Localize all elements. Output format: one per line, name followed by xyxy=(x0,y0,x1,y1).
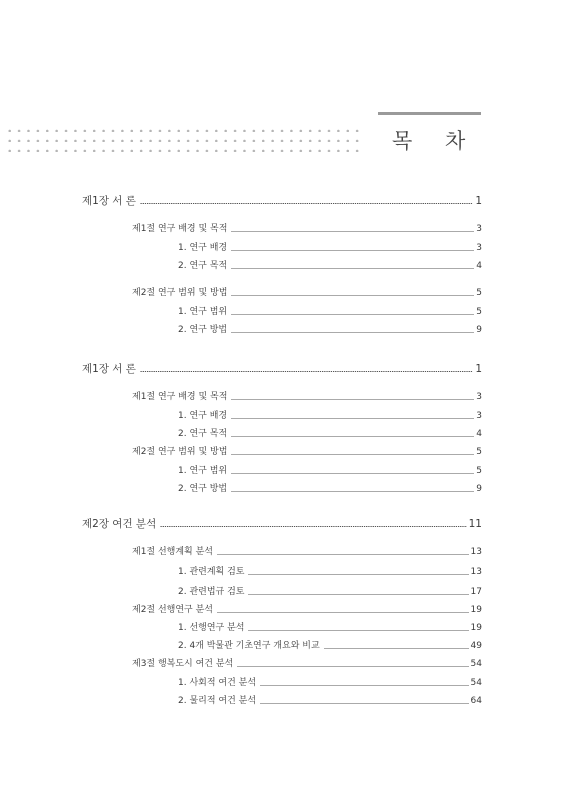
toc-entry-label: 제1장 서 론 xyxy=(82,195,136,207)
toc-subsection-entry[interactable] xyxy=(178,428,482,440)
toc-chapter-entry[interactable] xyxy=(82,362,482,376)
toc-page-number: 13 xyxy=(470,547,482,557)
toc-entry-label: 제1절 선행계획 분석 xyxy=(132,547,214,557)
toc-subsection-entry[interactable] xyxy=(178,465,482,477)
dot-leader xyxy=(231,314,474,315)
toc-page-number: 19 xyxy=(470,623,482,633)
toc-page-number: 4 xyxy=(476,429,482,439)
toc-section-entry[interactable] xyxy=(132,546,482,558)
decorative-dots xyxy=(5,128,365,158)
toc-subsection-entry[interactable] xyxy=(178,586,482,598)
dot-leader xyxy=(237,666,468,667)
toc-page-number: 11 xyxy=(468,518,482,530)
toc-page-number: 54 xyxy=(470,659,482,669)
toc-page-number: 9 xyxy=(476,325,482,335)
dot-leader xyxy=(231,454,474,455)
toc-entry-label: 2. 연구 목적 xyxy=(178,261,228,271)
toc-entry-label: 2. 연구 방법 xyxy=(178,325,228,335)
dot-leader xyxy=(140,203,473,204)
toc-chapter-entry[interactable] xyxy=(82,194,482,208)
page-title xyxy=(378,126,481,160)
dot-leader xyxy=(231,436,474,437)
dot-leader xyxy=(248,574,468,575)
toc-entry-label: 제1절 연구 배경 및 목적 xyxy=(132,392,228,402)
dot-leader xyxy=(248,630,468,631)
toc-entry-label: 2. 연구 목적 xyxy=(178,429,228,439)
toc-entry-label: 1. 연구 범위 xyxy=(178,307,228,317)
toc-page-number: 1 xyxy=(475,195,482,207)
toc-page-number: 3 xyxy=(476,224,482,234)
toc-section-entry[interactable] xyxy=(132,223,482,235)
toc-entry-label: 2. 4개 박물관 기초연구 개요와 비교 xyxy=(178,641,320,651)
dot-leader xyxy=(231,491,474,492)
dot-leader xyxy=(231,268,474,269)
toc-section-entry[interactable] xyxy=(132,604,482,616)
dot-leader xyxy=(324,648,469,649)
header-rule xyxy=(378,112,481,115)
toc-page-number: 5 xyxy=(476,466,482,476)
dot-leader xyxy=(217,554,469,555)
dot-leader xyxy=(231,399,474,400)
toc-subsection-entry[interactable] xyxy=(178,242,482,254)
toc-section-entry[interactable] xyxy=(132,287,482,299)
toc-subsection-entry[interactable] xyxy=(178,640,482,652)
toc-entry-label: 1. 관련계획 검토 xyxy=(178,567,245,577)
dot-leader xyxy=(231,332,474,333)
toc-subsection-entry[interactable] xyxy=(178,566,482,578)
dot-leader xyxy=(160,526,466,527)
title-char-2: 차 xyxy=(445,129,466,153)
toc-entry-label: 1. 선행연구 분석 xyxy=(178,623,245,633)
toc-subsection-entry[interactable] xyxy=(178,483,482,495)
dot-leader xyxy=(231,473,474,474)
toc-subsection-entry[interactable] xyxy=(178,677,482,689)
toc-page-number: 19 xyxy=(470,605,482,615)
toc-chapter-entry[interactable] xyxy=(82,517,482,531)
title-char-1: 목 xyxy=(392,129,413,153)
toc-page-number: 49 xyxy=(470,641,482,651)
toc-page-number: 5 xyxy=(476,447,482,457)
toc-entry-label: 제1절 연구 배경 및 목적 xyxy=(132,224,228,234)
toc-subsection-entry[interactable] xyxy=(178,622,482,634)
toc-entry-label: 1. 연구 배경 xyxy=(178,243,228,253)
toc-entry-label: 2. 관련법규 검토 xyxy=(178,587,245,597)
toc-section-entry[interactable] xyxy=(132,446,482,458)
toc-subsection-entry[interactable] xyxy=(178,324,482,336)
toc-page-number: 5 xyxy=(476,288,482,298)
toc-entry-label: 1. 연구 범위 xyxy=(178,466,228,476)
toc-page-number: 17 xyxy=(470,587,482,597)
dot-leader xyxy=(231,295,474,296)
toc-page-number: 13 xyxy=(470,567,482,577)
toc-entry-label: 제1장 서 론 xyxy=(82,363,136,375)
toc-section-entry[interactable] xyxy=(132,658,482,670)
toc-subsection-entry[interactable] xyxy=(178,695,482,707)
toc-page-number: 3 xyxy=(476,392,482,402)
toc-entry-label: 제2절 선행연구 분석 xyxy=(132,605,214,615)
toc-page-number: 3 xyxy=(476,411,482,421)
toc-section-entry[interactable] xyxy=(132,391,482,403)
toc-subsection-entry[interactable] xyxy=(178,306,482,318)
toc-page-number: 54 xyxy=(470,678,482,688)
toc-page-number: 5 xyxy=(476,307,482,317)
dot-leader xyxy=(231,418,474,419)
dot-leader xyxy=(248,594,468,595)
toc-page-number: 1 xyxy=(475,363,482,375)
toc-entry-label: 2. 물리적 여건 분석 xyxy=(178,696,257,706)
toc-entry-label: 제2절 연구 범위 및 방법 xyxy=(132,288,228,298)
toc-entry-label: 1. 연구 배경 xyxy=(178,411,228,421)
toc-entry-label: 1. 사회적 여건 분석 xyxy=(178,678,257,688)
toc-entry-label: 제2절 연구 범위 및 방법 xyxy=(132,447,228,457)
dot-leader xyxy=(231,250,474,251)
dot-leader xyxy=(231,231,474,232)
toc-subsection-entry[interactable] xyxy=(178,410,482,422)
dot-leader xyxy=(140,371,473,372)
toc-entry-label: 2. 연구 방법 xyxy=(178,484,228,494)
toc-subsection-entry[interactable] xyxy=(178,260,482,272)
toc-entry-label: 제3절 행복도시 여건 분석 xyxy=(132,659,234,669)
dot-leader xyxy=(260,703,469,704)
toc-entry-label: 제2장 여건 분석 xyxy=(82,518,157,530)
toc-page-number: 3 xyxy=(476,243,482,253)
toc-page-number: 9 xyxy=(476,484,482,494)
dot-leader xyxy=(260,685,469,686)
toc-page-number: 64 xyxy=(470,696,482,706)
dot-leader xyxy=(217,612,469,613)
toc-page-number: 4 xyxy=(476,261,482,271)
